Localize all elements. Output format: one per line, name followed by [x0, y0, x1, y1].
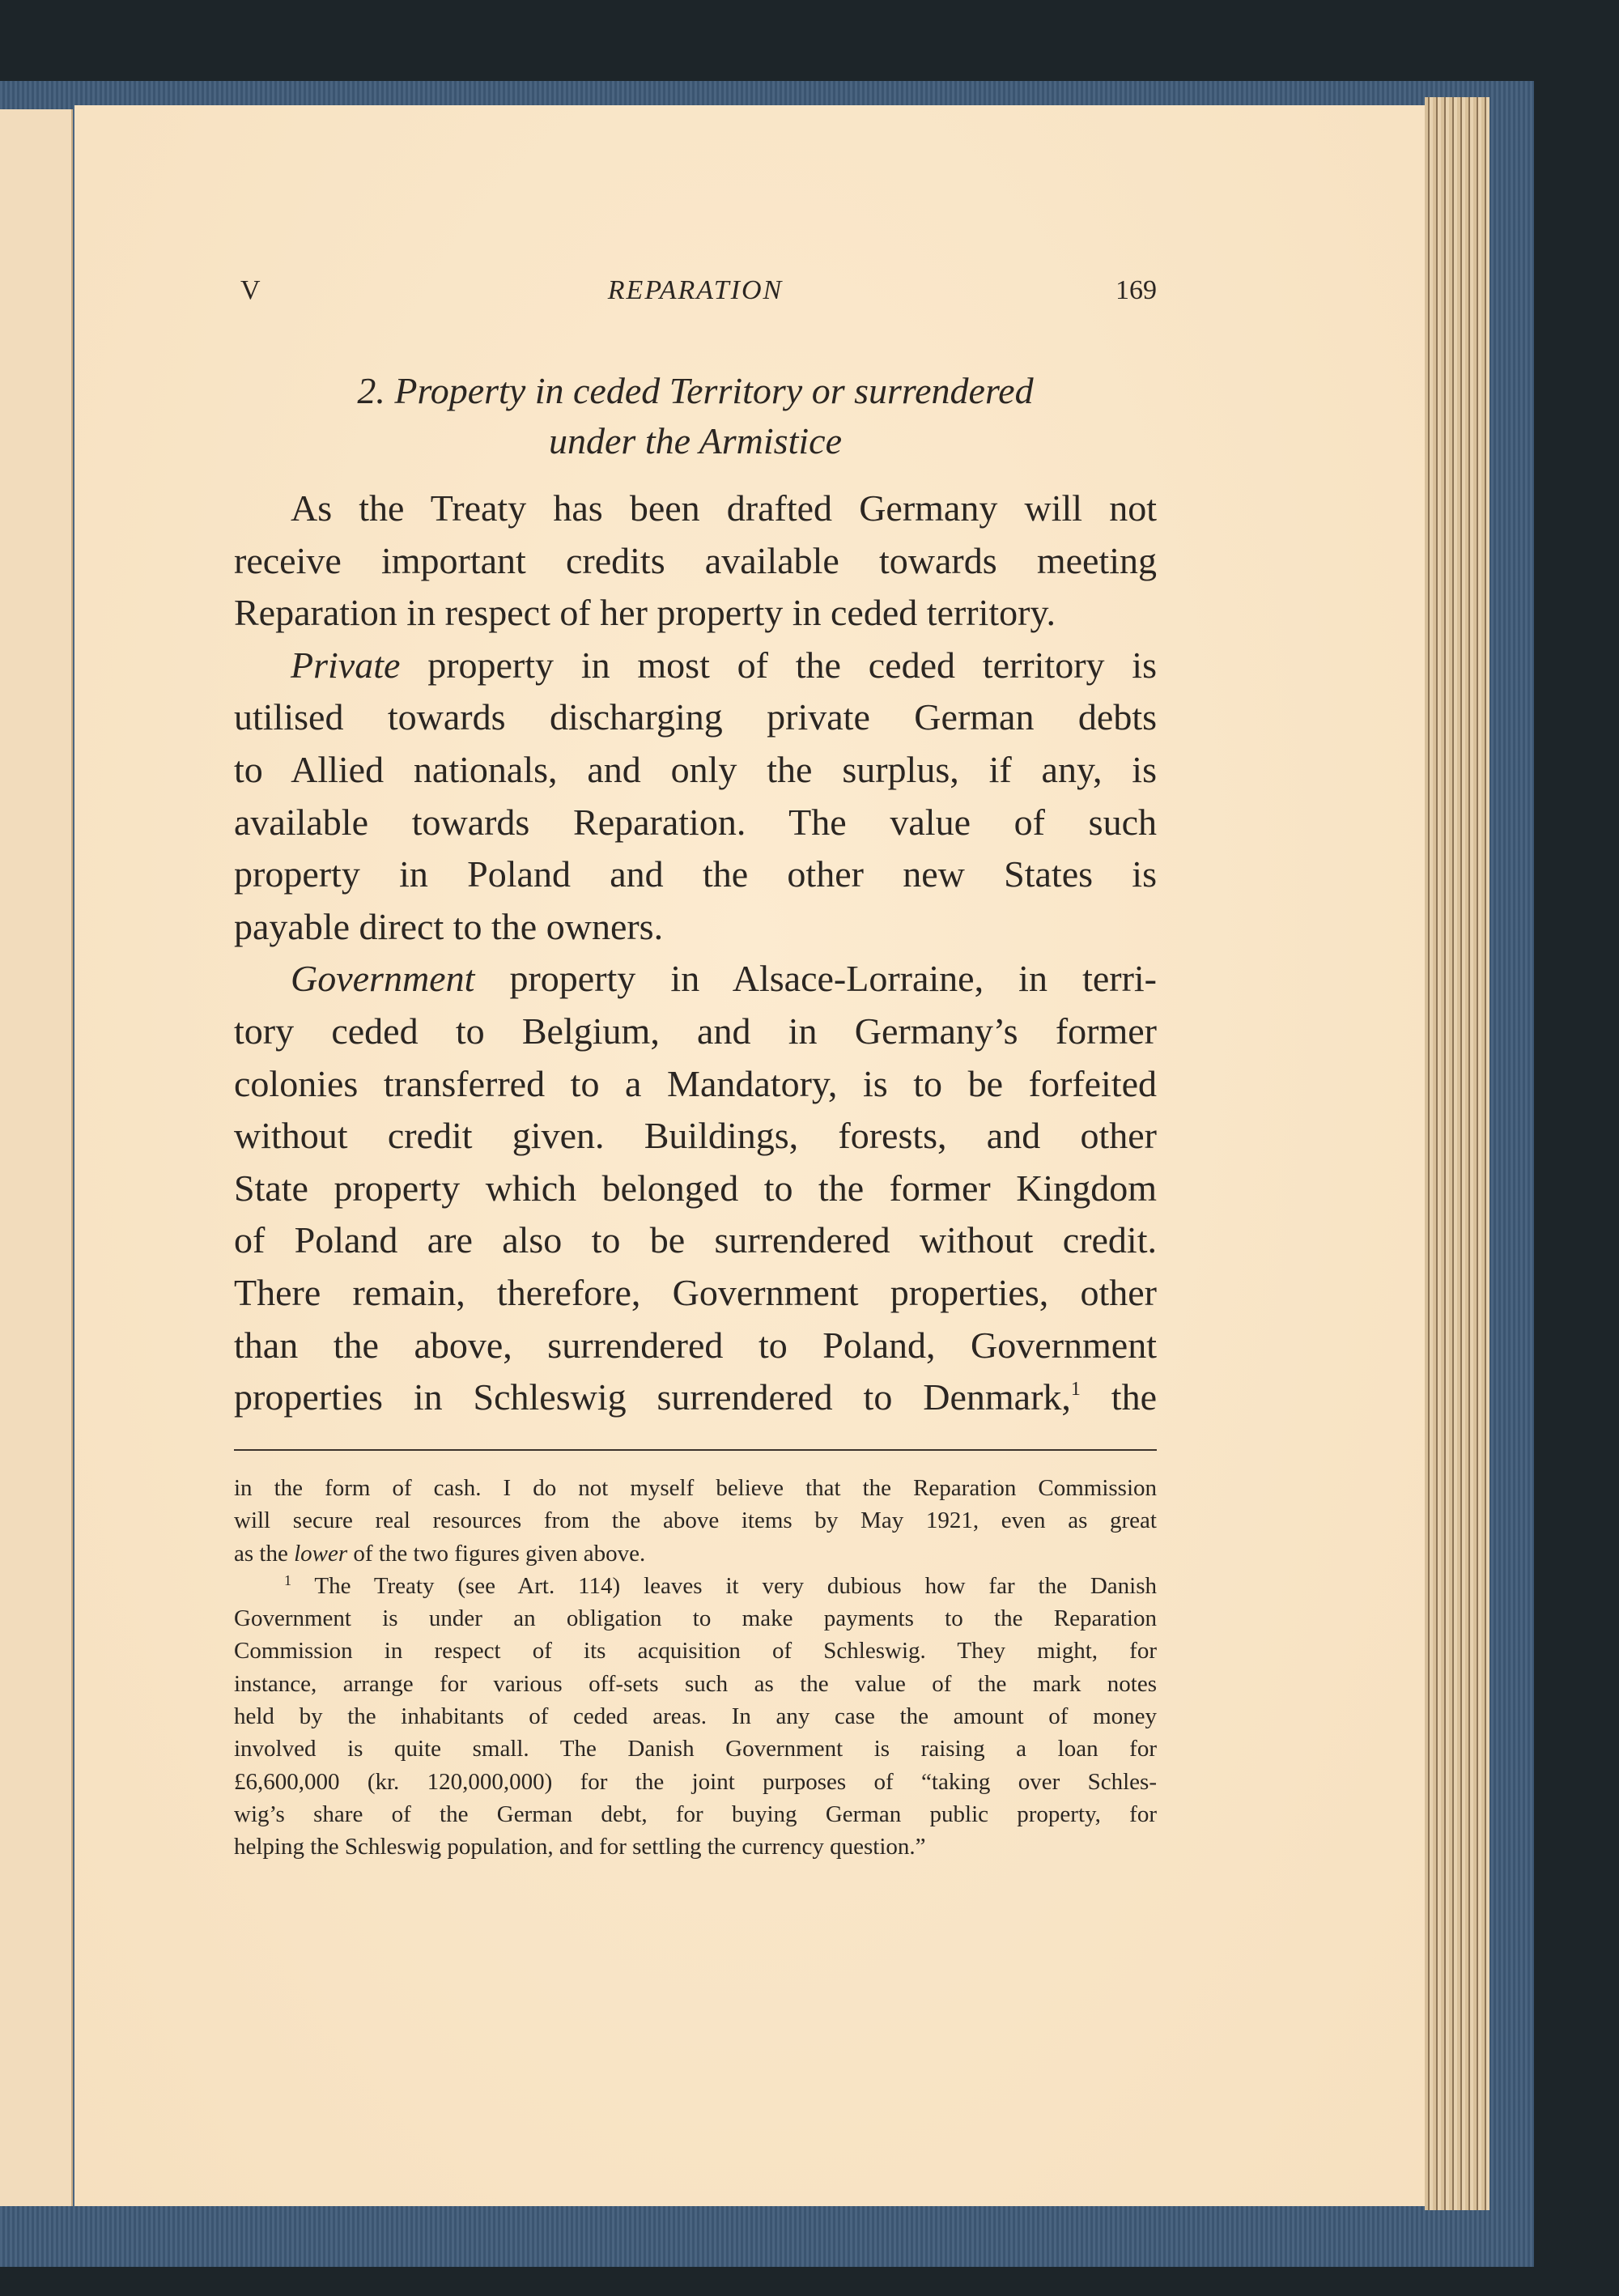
line-text: The Treaty (see Art. 114) leaves it very dubious how far the Danish [291, 1572, 1157, 1599]
text-line [234, 1766, 1157, 1798]
line-text: payable direct to the owners. [234, 905, 664, 947]
emphasis: lower [294, 1540, 348, 1567]
page-number: 169 [1115, 275, 1157, 305]
text-line [234, 1537, 1157, 1570]
paragraph [234, 953, 1157, 1423]
text-line [234, 1504, 1157, 1537]
line-text: of the two figures given above. [347, 1540, 646, 1567]
section-heading [234, 366, 1157, 466]
running-head [234, 275, 1157, 316]
text-line [234, 848, 1157, 901]
text-line [234, 483, 1157, 535]
text-line [234, 1668, 1157, 1700]
text-line [234, 1700, 1157, 1733]
text-line [234, 535, 1157, 588]
line-text: State property which belonged to the former Kingdom [234, 1167, 1157, 1209]
chapter-number: V [240, 275, 261, 305]
section-heading-line: 2. Property in ceded Territory or surrendered [357, 370, 1034, 411]
text-line [234, 1602, 1157, 1635]
line-text: as the [234, 1540, 295, 1567]
line-text: Reparation in respect of her property in ceded territory. [234, 592, 1056, 634]
line-text: than the above, surrendered to Poland, Government [234, 1324, 1157, 1366]
footnote-rule [234, 1449, 1157, 1451]
line-text: the [1080, 1376, 1157, 1418]
line-text: involved is quite small. The Danish Government is raising a loan for [234, 1736, 1157, 1762]
text-line [234, 744, 1157, 797]
footnote-reference: 1 [1070, 1379, 1081, 1401]
text-line [234, 953, 1157, 1006]
line-text: in the form of cash. I do not myself believe that the Reparation Commission [234, 1475, 1157, 1501]
line-text: Commission in respect of its acquisition of Schleswig. They might, for [234, 1638, 1157, 1665]
line-text: to Allied nationals, and only the surplus, if any, is [234, 748, 1157, 790]
page-edges [1425, 97, 1489, 2210]
line-text: receive important credits available towards meeting [234, 539, 1157, 581]
line-text: property in Alsace-Lorraine, in terri- [474, 958, 1157, 1000]
text-line [234, 1635, 1157, 1667]
text-line [234, 1320, 1157, 1372]
text-line [234, 587, 1157, 640]
text-line [234, 901, 1157, 954]
footnote [234, 1472, 1157, 1570]
line-text: There remain, therefore, Government properties, other [234, 1271, 1157, 1313]
line-text: property in most of the ceded territory is [400, 644, 1157, 686]
text-line [234, 1110, 1157, 1163]
line-text: colonies transferred to a Mandatory, is to be forfeited [234, 1062, 1157, 1104]
body-text [234, 483, 1157, 1424]
text-line [234, 1058, 1157, 1111]
text-line [234, 1733, 1157, 1765]
line-text: £6,600,000 (kr. 120,000,000) for the joint purposes of “taking over Schles- [234, 1768, 1157, 1795]
running-title: REPARATION [607, 275, 784, 305]
text-line [234, 1163, 1157, 1215]
line-text: utilised towards discharging private German debts [234, 696, 1157, 738]
text-line [234, 797, 1157, 849]
text-line [234, 1798, 1157, 1830]
line-text: property in Poland and the other new States is [234, 853, 1157, 895]
paragraph [234, 640, 1157, 954]
line-text: held by the inhabitants of ceded areas. In any case the amount of money [234, 1703, 1157, 1730]
line-text: helping the Schleswig population, and for settling the currency question.” [234, 1834, 926, 1860]
section-heading-line: under the Armistice [549, 420, 842, 461]
text-line [234, 640, 1157, 692]
line-text: available towards Reparation. The value of such [234, 801, 1157, 843]
text-line [234, 1371, 1157, 1424]
line-text: wig’s share of the German debt, for buying German public property, for [234, 1801, 1157, 1827]
footnote [234, 1570, 1157, 1864]
line-text: Government is under an obligation to make payments to the Reparation [234, 1605, 1157, 1632]
text-line [234, 691, 1157, 744]
line-text: will secure real resources from the above items by May 1921, even as great [234, 1507, 1157, 1534]
line-text: instance, arrange for various off-sets such as the value of the mark notes [234, 1670, 1157, 1697]
line-text: without credit given. Buildings, forests, and other [234, 1115, 1157, 1157]
text-line [234, 1006, 1157, 1058]
text-line [234, 1472, 1157, 1504]
footnote-marker: 1 [284, 1571, 291, 1588]
left-page-edge [0, 109, 73, 2206]
line-text: As the Treaty has been drafted Germany will not [291, 487, 1157, 529]
emphasis: Government [291, 958, 475, 1000]
text-line [234, 1267, 1157, 1320]
line-text: properties in Schleswig surrendered to Denmark, [234, 1376, 1071, 1418]
paragraph [234, 483, 1157, 640]
text-line [234, 1570, 1157, 1602]
emphasis: Private [291, 644, 401, 686]
text-line [234, 1830, 1157, 1863]
footnotes [234, 1472, 1157, 1864]
line-text: of Poland are also to be surrendered without credit. [234, 1219, 1157, 1261]
text-line [234, 1214, 1157, 1267]
line-text: tory ceded to Belgium, and in Germany’s former [234, 1010, 1157, 1052]
